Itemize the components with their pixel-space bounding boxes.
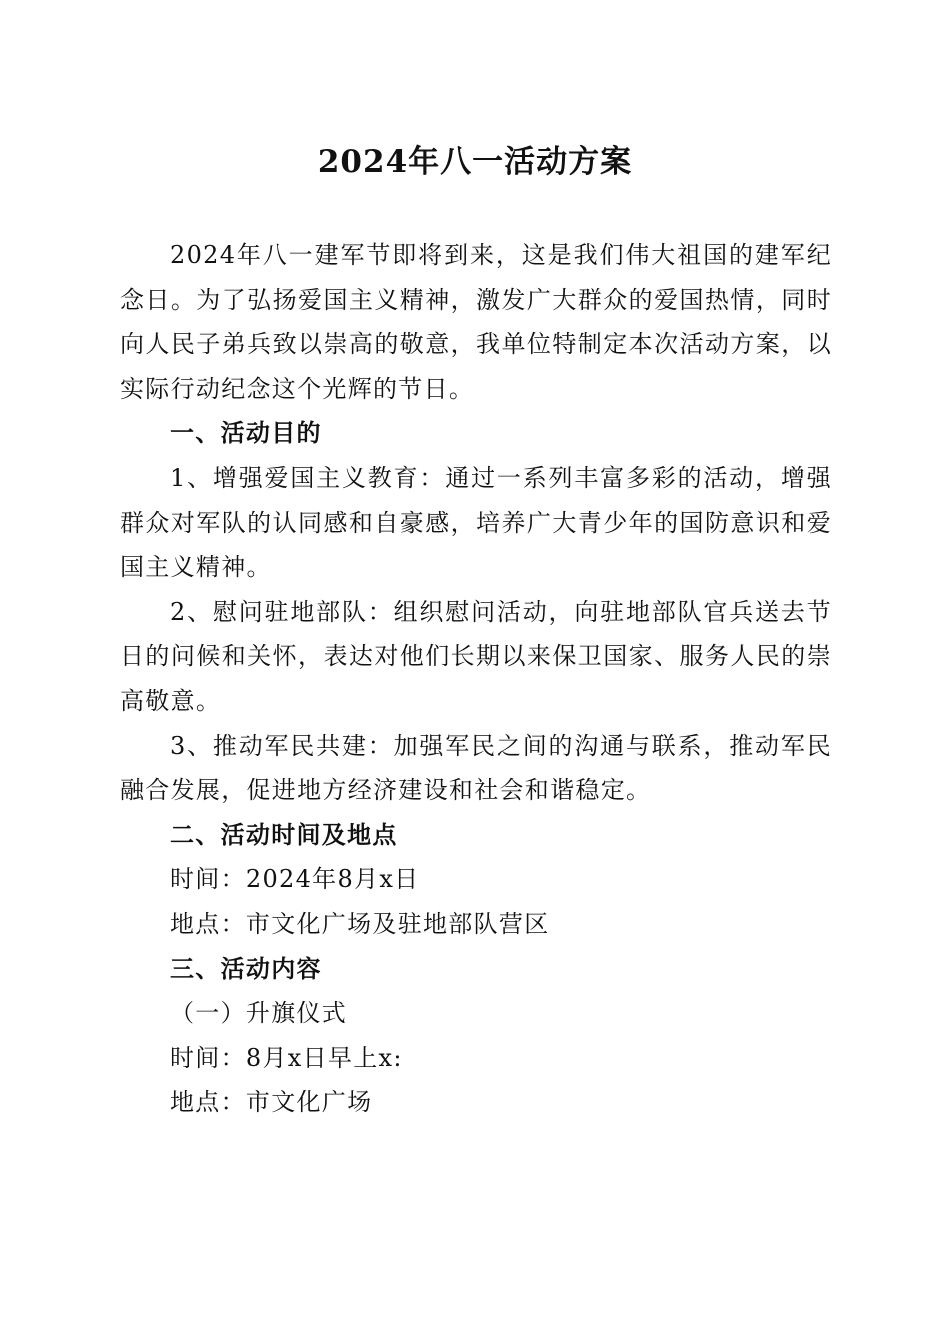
event-time: 时间：2024年8月x日 [170,865,420,894]
section-heading-content: 三、活动内容 [170,953,322,983]
intro-paragraph: 2024年八一建军节即将到来，这是我们伟大祖国的建军纪念日。为了弘扬爱国主义精神，激发广大群众的爱国热情，同时向人民子弟兵致以崇高的敬意，我单位特制定本次活动方案，以实际行动纪念这个光辉的节日。 [120,241,832,403]
purpose-item-2: 2、慰问驻地部队：组织慰问活动，向驻地部队官兵送去节日的问候和关怀，表达对他们长期以来保卫国家、服务人民的崇高敬意。 [120,597,832,715]
subsection-heading-flag-raising: （一）升旗仪式 [170,999,348,1028]
event-place: 地点：市文化广场及驻地部队营区 [170,909,550,938]
flag-raising-place: 地点：市文化广场 [170,1088,373,1117]
section-heading-time-place: 二、活动时间及地点 [170,819,398,849]
document-body [120,233,832,1125]
purpose-item-3: 3、推动军民共建：加强军民之间的沟通与联系，推动军民融合发展，促进地方经济建设和社会和谐稳定。 [120,731,832,805]
purpose-item-1: 1、增强爱国主义教育：通过一系列丰富多彩的活动，增强群众对军队的认同感和自豪感，培养广大青少年的国防意识和爱国主义精神。 [120,463,832,582]
document-title: 2024年八一活动方案 [317,144,633,180]
flag-raising-time: 时间：8月x日早上x: [170,1043,403,1072]
section-heading-purpose: 一、活动目的 [170,418,322,448]
